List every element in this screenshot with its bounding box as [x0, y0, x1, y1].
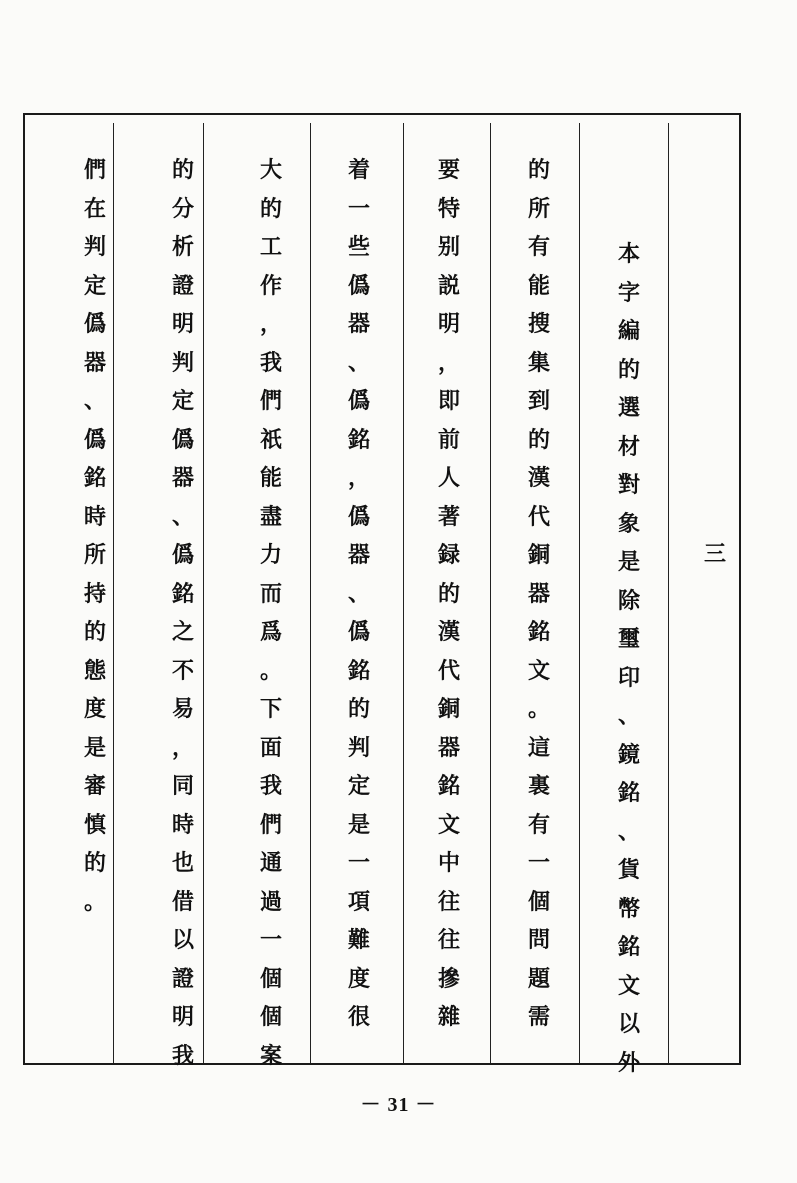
glyph: 所 — [83, 542, 106, 568]
glyph: 易 — [171, 696, 194, 722]
glyph: 僞 — [171, 426, 194, 453]
glyph: 判 — [171, 349, 194, 376]
text-column-6 — [155, 151, 211, 1099]
glyph: 雜 — [437, 1004, 460, 1030]
glyph: 僞 — [347, 388, 370, 414]
glyph: 一 — [347, 195, 370, 222]
glyph: 時 — [171, 811, 194, 838]
glyph: 銘 — [347, 657, 370, 684]
glyph: 僞 — [83, 426, 106, 453]
text-column-2 — [511, 151, 567, 1099]
glyph: 之 — [171, 619, 194, 645]
glyph: 度 — [83, 696, 106, 722]
glyph: 搜 — [527, 311, 550, 337]
glyph: 度 — [347, 965, 370, 992]
glyph: 外 — [617, 1049, 640, 1076]
glyph: 。 — [83, 888, 106, 915]
glyph: 個 — [259, 1004, 282, 1030]
glyph: 材 — [617, 433, 640, 460]
glyph: 我 — [171, 1042, 194, 1069]
glyph: 别 — [437, 234, 460, 260]
glyph: 裏 — [527, 773, 550, 799]
glyph: 審 — [83, 773, 106, 799]
glyph: 項 — [347, 888, 370, 915]
glyph: 定 — [83, 272, 106, 299]
glyph: 、 — [617, 703, 640, 729]
glyph: 盡 — [259, 503, 282, 530]
glyph: 的 — [83, 619, 106, 645]
glyph: ， — [171, 734, 194, 761]
glyph: 證 — [171, 272, 194, 299]
glyph: 著 — [437, 503, 460, 530]
glyph: 明 — [437, 311, 460, 337]
glyph: 銘 — [617, 934, 640, 960]
text-column-4 — [331, 151, 387, 1099]
section-marker: 三 — [703, 541, 726, 567]
glyph: 銅 — [437, 696, 460, 722]
glyph: 、 — [83, 388, 106, 414]
glyph: 些 — [347, 234, 370, 260]
glyph: 人 — [437, 465, 460, 491]
glyph: 銅 — [527, 542, 550, 568]
glyph: 案 — [259, 1042, 282, 1069]
glyph: 明 — [171, 311, 194, 337]
glyph: 、 — [347, 580, 370, 607]
glyph: 除 — [617, 587, 640, 614]
glyph: 我 — [259, 773, 282, 799]
page-number: － 31 － — [360, 1094, 437, 1116]
glyph: 們 — [83, 157, 106, 183]
glyph: 銘 — [527, 619, 550, 645]
glyph: 銘 — [171, 580, 194, 607]
glyph: 難 — [347, 927, 370, 953]
glyph: 字 — [617, 279, 640, 306]
glyph: 中 — [437, 850, 460, 876]
glyph: 態 — [83, 657, 106, 684]
glyph: 證 — [171, 965, 194, 992]
glyph: 往 — [437, 888, 460, 915]
glyph: 編 — [617, 318, 640, 344]
glyph: 器 — [437, 734, 460, 761]
glyph: 明 — [171, 1004, 194, 1030]
glyph: 能 — [527, 272, 550, 299]
glyph: ， — [259, 311, 282, 337]
glyph: 慎 — [83, 811, 106, 838]
glyph: ， — [437, 349, 460, 376]
glyph: 通 — [259, 850, 282, 876]
glyph: 一 — [527, 850, 550, 876]
glyph: 是 — [347, 811, 370, 838]
glyph: 時 — [83, 503, 106, 530]
glyph: 個 — [259, 965, 282, 992]
glyph: 僞 — [83, 311, 106, 337]
glyph: 摻 — [437, 965, 460, 992]
glyph: 器 — [527, 580, 550, 607]
glyph: 象 — [617, 510, 640, 537]
glyph: 持 — [83, 580, 106, 607]
glyph: 的 — [347, 696, 370, 722]
glyph: 的 — [259, 195, 282, 222]
glyph: 下 — [259, 696, 282, 722]
glyph: 同 — [171, 773, 194, 799]
glyph: 着 — [347, 157, 370, 183]
glyph: 本 — [617, 241, 640, 267]
text-column-5 — [243, 151, 299, 1099]
glyph: 選 — [617, 395, 640, 421]
glyph: 對 — [617, 472, 640, 498]
glyph: 文 — [527, 657, 550, 684]
glyph: 僞 — [347, 272, 370, 299]
glyph: 一 — [259, 927, 282, 953]
glyph: 個 — [527, 888, 550, 915]
glyph: 是 — [83, 734, 106, 761]
glyph: 這 — [527, 734, 550, 761]
glyph: 我 — [259, 349, 282, 376]
glyph: ， — [347, 465, 370, 491]
glyph: 、 — [171, 503, 194, 530]
glyph: 璽 — [617, 626, 640, 652]
glyph: 的 — [83, 850, 106, 876]
glyph: 、 — [617, 818, 640, 845]
glyph: 祇 — [259, 426, 282, 453]
glyph: 的 — [527, 426, 550, 453]
glyph: 過 — [259, 888, 282, 915]
glyph: 定 — [171, 388, 194, 414]
glyph: 文 — [437, 811, 460, 838]
glyph: 作 — [259, 272, 282, 299]
glyph: 以 — [171, 927, 194, 953]
glyph: 在 — [83, 195, 106, 222]
glyph: 集 — [527, 349, 550, 376]
glyph: 器 — [347, 542, 370, 568]
glyph: 説 — [437, 272, 460, 299]
glyph: 、 — [347, 349, 370, 376]
glyph: 特 — [437, 195, 460, 222]
glyph: 大 — [259, 157, 282, 183]
glyph: 判 — [83, 234, 106, 260]
glyph: 一 — [347, 850, 370, 876]
glyph: 也 — [171, 850, 194, 876]
glyph: 題 — [527, 965, 550, 992]
glyph: 鏡 — [617, 741, 640, 768]
glyph: 銘 — [437, 773, 460, 799]
glyph: 力 — [259, 542, 282, 568]
glyph: 往 — [437, 927, 460, 953]
glyph: 們 — [259, 388, 282, 414]
glyph: 而 — [259, 580, 282, 607]
glyph: 僞 — [347, 503, 370, 530]
glyph: 。 — [259, 657, 282, 684]
glyph: 銘 — [617, 780, 640, 806]
glyph: 以 — [617, 1011, 640, 1037]
glyph: 幣 — [617, 895, 640, 922]
glyph: 即 — [437, 388, 460, 414]
glyph: 貨 — [617, 857, 640, 883]
glyph: 們 — [259, 811, 282, 838]
glyph: 面 — [259, 734, 282, 761]
glyph: 銘 — [347, 426, 370, 453]
glyph: 爲 — [259, 619, 282, 645]
glyph: 析 — [171, 234, 194, 260]
glyph: 録 — [437, 542, 460, 568]
glyph: 問 — [527, 927, 550, 953]
glyph: 定 — [347, 773, 370, 799]
glyph: 代 — [437, 657, 460, 684]
glyph: 是 — [617, 549, 640, 575]
glyph: 漢 — [527, 465, 550, 491]
text-column-7 — [67, 151, 123, 1099]
glyph: 前 — [437, 426, 460, 453]
glyph: 的 — [437, 580, 460, 607]
glyph: 不 — [171, 657, 194, 684]
glyph: 代 — [527, 503, 550, 530]
page-frame — [23, 113, 741, 1076]
glyph: 很 — [347, 1004, 370, 1030]
glyph: 能 — [259, 465, 282, 491]
glyph: 借 — [171, 888, 194, 915]
glyph: 工 — [259, 234, 282, 260]
glyph: 銘 — [83, 465, 106, 491]
glyph: 到 — [527, 388, 550, 414]
glyph: 需 — [527, 1004, 550, 1030]
glyph: 器 — [347, 311, 370, 337]
glyph: 判 — [347, 734, 370, 761]
glyph: 有 — [527, 811, 550, 838]
glyph: 器 — [83, 349, 106, 376]
glyph: 僞 — [171, 542, 194, 568]
glyph: 要 — [437, 157, 460, 183]
glyph: 文 — [617, 972, 640, 999]
glyph: 有 — [527, 234, 550, 260]
glyph: 印 — [617, 664, 640, 691]
glyph: 器 — [171, 465, 194, 491]
glyph: 的 — [617, 356, 640, 383]
glyph: 的 — [171, 157, 194, 183]
glyph: 。 — [527, 696, 550, 722]
glyph: 漢 — [437, 619, 460, 645]
text-column-1 — [601, 235, 657, 1183]
glyph: 所 — [527, 195, 550, 222]
glyph: 分 — [171, 195, 194, 222]
glyph: 的 — [527, 157, 550, 183]
glyph: 僞 — [347, 619, 370, 645]
text-column-3 — [421, 151, 477, 1099]
